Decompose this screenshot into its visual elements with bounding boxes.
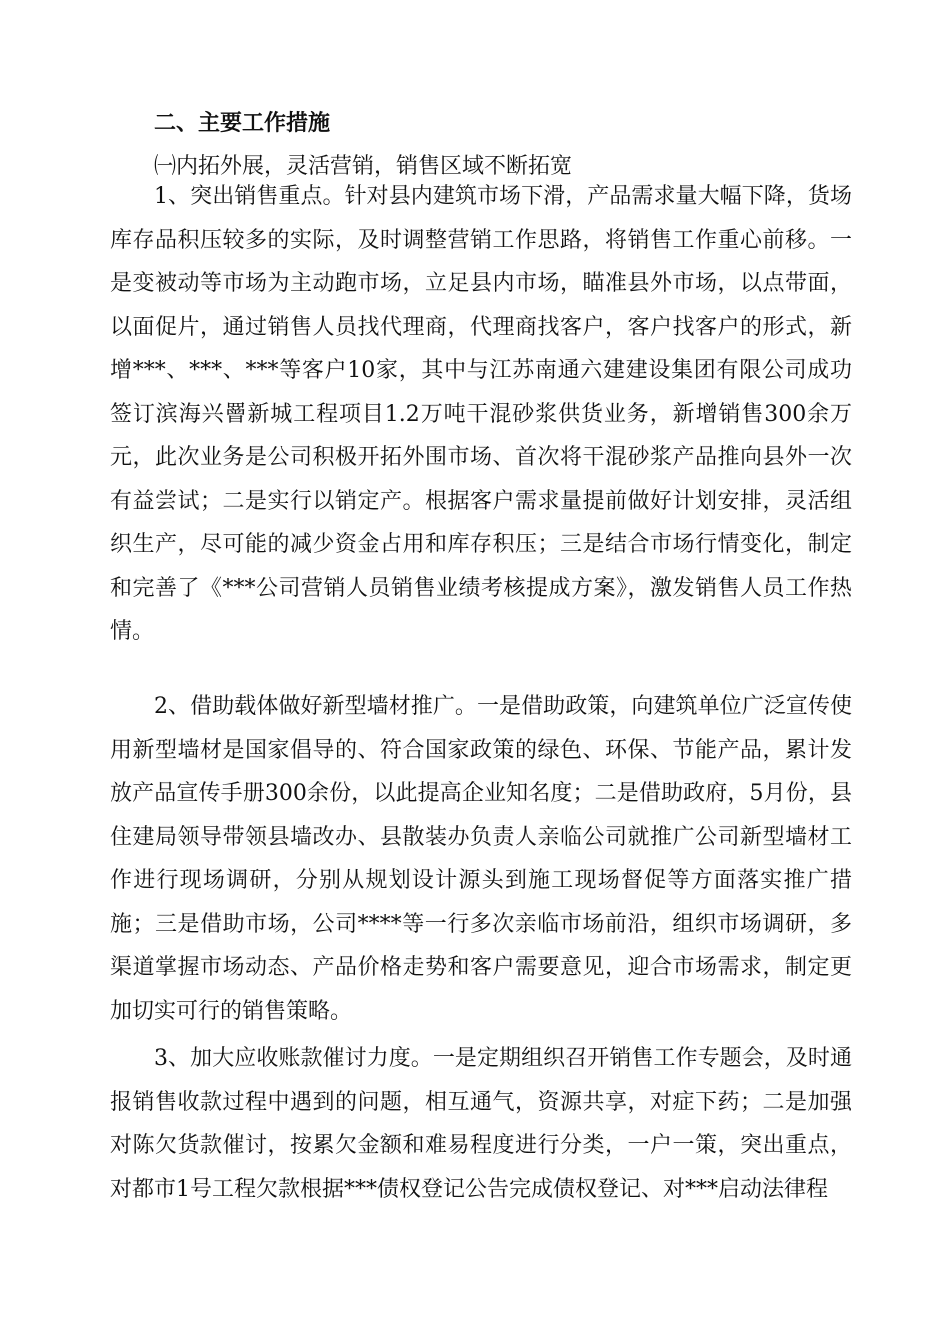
paragraph-sales-focus: 1、突出销售重点。针对县内建筑市场下滑，产品需求量大幅下降，货场库存品积压较多的实际，及时调整营销工作思路，将销售工作重心前移。一是变被动等市场为主动跑市场，立足县内市场，瞄准县外市场，以点带面，以面促片，通过销售人员找代理商，代理商找客户，客户找客户的形式，新增***、***、***等客户10家，其中与江苏南通六建建设集团有限公司成功签订滨海兴罾新城工程项目1.2万吨干混砂浆供货业务，新增销售300余万元，此次业务是公司积极开拓外围市场、首次将干混砂浆产品推向县外一次有益尝试；二是实行以销定产。根据客户需求量提前做好计划安排，灵活组织生产，尽可能的减少资金占用和库存积压；三是结合市场行情变化，制定和完善了《***公司营销人员销售业绩考核提成方案》，激发销售人员工作热情。: [110, 184, 852, 644]
paragraph-receivables-collection: 3、加大应收账款催讨力度。一是定期组织召开销售工作专题会，及时通报销售收款过程中遇到的问题，相互通气，资源共享，对症下药；二是加强对陈欠货款催讨，按累欠金额和难易程度进行分类，一户一策，突出重点，对都市1号工程欠款根据***债权登记公告完成债权登记、对***启动法律程: [110, 1046, 852, 1202]
subsection-heading: ㈠内拓外展，灵活营销，销售区域不断拓宽: [154, 154, 573, 179]
section-heading: 二、主要工作措施: [154, 110, 331, 136]
paragraph-wall-material-promotion: 2、借助载体做好新型墙材推广。一是借助政策，向建筑单位广泛宣传使用新型墙材是国家倡导的、符合国家政策的绿色、环保、节能产品，累计发放产品宣传手册300余份，以此提高企业知名度；二是借助政府，5月份，县住建局领导带领县墙改办、县散装办负责人亲临公司就推广公司新型墙材工作进行现场调研，分别从规划设计源头到施工现场督促等方面落实推广措施；三是借助市场，公司****等一行多次亲临市场前沿，组织市场调研，多渠道掌握市场动态、产品价格走势和客户需要意见，迎合市场需求，制定更加切实可行的销售策略。: [110, 694, 852, 1024]
